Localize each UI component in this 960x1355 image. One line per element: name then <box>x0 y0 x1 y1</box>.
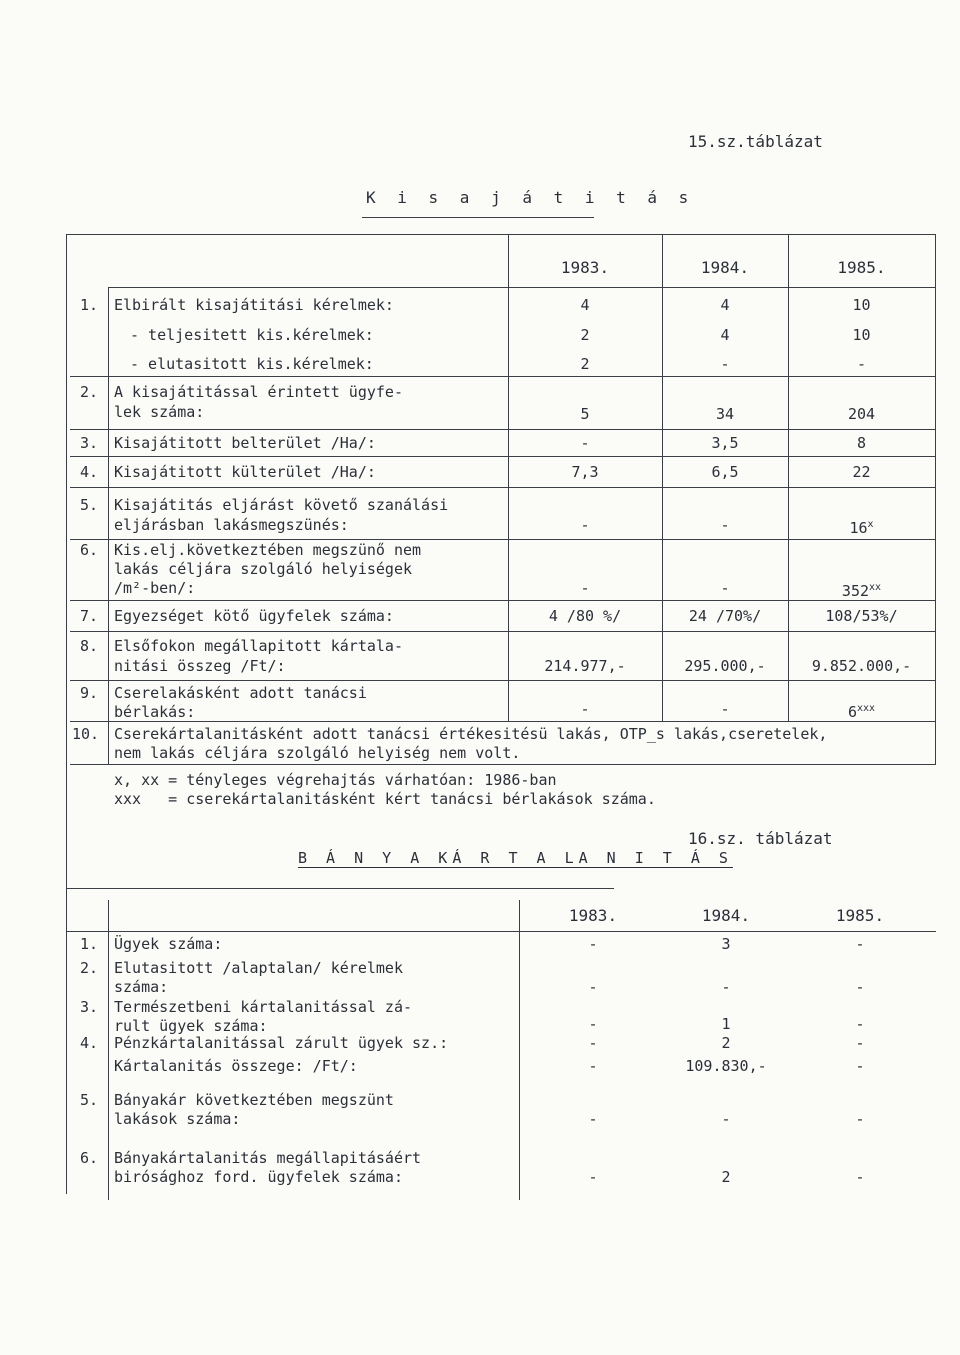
value-1983: 4 <box>580 296 590 314</box>
value-1984: 34 <box>715 405 735 423</box>
page-number: 15.sz.táblázat <box>688 132 823 151</box>
value-1984: 2 <box>721 1034 731 1052</box>
year-header: 1985. <box>835 906 885 925</box>
value-1985: - <box>855 1168 865 1186</box>
row-number: 6. <box>80 1149 99 1167</box>
value-1983: 5 <box>580 405 590 423</box>
row-number: 9. <box>80 684 99 702</box>
value-1983: 7,3 <box>571 463 599 481</box>
value-1985: 8 <box>856 434 867 452</box>
value-1985: 6$^{xxx}$ <box>847 703 876 721</box>
value-1985: 108/53%/ <box>825 607 898 625</box>
year-header: 1984. <box>701 906 751 925</box>
row-number: 10. <box>72 725 100 743</box>
value-1983: - <box>588 1168 598 1186</box>
row-number: 2. <box>80 383 99 401</box>
value-1984: - <box>720 700 730 718</box>
row-number: 1. <box>80 935 99 953</box>
value-1985: - <box>855 1034 865 1052</box>
row-number: 1. <box>80 296 99 314</box>
row-label: Pénzkártalanitással zárult ügyek sz.: <box>114 1034 449 1052</box>
row-number: 3. <box>80 998 99 1016</box>
value-1984: 295.000,- <box>684 657 766 675</box>
value-1983: 2 <box>580 326 590 344</box>
table2-title: B Á N Y A KÁ R T A LA N I T Á S <box>298 849 733 867</box>
row-label: Elsőfokon megállapitott kártala- <box>114 637 403 655</box>
row-label: lek száma: <box>114 403 205 421</box>
row-label: Kisajátitás eljárást követő szanálási <box>114 496 449 514</box>
value-1983: - <box>580 579 590 597</box>
year-header: 1983. <box>560 258 610 277</box>
row-label: Ügyek száma: <box>114 935 223 953</box>
row-label: - teljesitett kis.kérelmek: <box>130 326 374 344</box>
row-number: 2. <box>80 959 99 977</box>
value-1984: 24 /70%/ <box>688 607 762 625</box>
value-1984: - <box>720 579 730 597</box>
footnote: x, xx = tényleges végrehajtás várhatóan: 1986-ban <box>114 771 557 789</box>
row-label: nem lakás céljára szolgáló helyiség nem volt. <box>114 744 521 762</box>
row-label: - elutasitott kis.kérelmek: <box>130 355 374 373</box>
footnote: xxx = cserekártalanitásként kért tanácsi bérlakások száma. <box>114 790 656 808</box>
value-1984: 4 <box>720 296 730 314</box>
year-header: 1984. <box>700 258 750 277</box>
row-label: birósághoz ford. ügyfelek száma: <box>114 1168 403 1186</box>
row-label: eljárásban lakásmegszünés: <box>114 516 349 534</box>
value-1985: 16$^x$ <box>849 519 874 537</box>
row-label: Kártalanitás összege: /Ft/: <box>114 1057 358 1075</box>
year-header: 1985. <box>837 258 886 277</box>
value-1984: 6,5 <box>711 463 739 481</box>
value-1983: - <box>588 935 598 953</box>
value-1984: 4 <box>720 326 730 344</box>
value-1985: 204 <box>847 405 876 423</box>
value-1983: 2 <box>580 355 590 373</box>
value-1983: - <box>580 516 590 534</box>
value-1985: - <box>855 935 865 953</box>
page-number: 16.sz. táblázat <box>688 829 833 848</box>
row-label: /m²-ben/: <box>114 579 196 597</box>
row-label: Kisajátitott belterület /Ha/: <box>114 434 376 452</box>
value-1985: - <box>855 1015 865 1033</box>
value-1984: 2 <box>721 1168 731 1186</box>
value-1985: - <box>856 355 867 373</box>
row-label: A kisajátitással érintett ügyfe- <box>114 383 403 401</box>
row-label: Természetbeni kártalanitással zá- <box>114 998 413 1016</box>
row-number: 6. <box>80 541 99 559</box>
row-number: 4. <box>80 463 99 481</box>
row-label: Bányakártalanitás megállapitásáért <box>114 1149 422 1167</box>
row-number: 8. <box>80 637 99 655</box>
table1-title: K i s a j á t i t á s <box>366 188 695 207</box>
value-1983: - <box>588 1110 598 1128</box>
row-label: Elutasitott /alaptalan/ kérelmek <box>114 959 403 977</box>
row-label: Egyezséget kötő ügyfelek száma: <box>114 607 394 625</box>
row-number: 5. <box>80 496 99 514</box>
value-1983: - <box>588 1057 598 1075</box>
row-label: Elbirált kisajátitási kérelmek: <box>114 296 394 314</box>
footnote-mark: xx <box>869 582 882 593</box>
value-1984: - <box>721 978 731 996</box>
value-1985: 10 <box>852 296 871 314</box>
value-1984: - <box>721 1110 731 1128</box>
row-label: bérlakás: <box>114 703 196 721</box>
footnote-mark: xxx <box>856 703 876 714</box>
row-label: lakás céljára szolgáló helyiségek <box>114 560 413 578</box>
row-label: száma: <box>114 978 169 996</box>
row-label: lakások száma: <box>114 1110 241 1128</box>
row-number: 3. <box>80 434 99 452</box>
value-1985: - <box>855 978 865 996</box>
row-label: Bányakár következtében megszünt <box>114 1091 394 1109</box>
row-label: Cserelakásként adott tanácsi <box>114 684 367 702</box>
value-1983: 214.977,- <box>544 657 626 675</box>
value-1983: 4 /80 %/ <box>548 607 622 625</box>
footnote-mark: x <box>867 519 874 530</box>
row-label: rult ügyek száma: <box>114 1017 268 1035</box>
value-1983: - <box>580 434 590 452</box>
value-1984: 109.830,- <box>685 1057 767 1075</box>
value-1983: - <box>588 978 598 996</box>
value-1984: - <box>720 355 730 373</box>
value-1985: 352$^{xx}$ <box>841 582 882 600</box>
value-1984: 1 <box>721 1015 731 1033</box>
row-number: 4. <box>80 1034 99 1052</box>
row-label: nitási összeg /Ft/: <box>114 657 286 675</box>
value-1983: - <box>588 1034 598 1052</box>
value-1984: - <box>720 516 730 534</box>
value-1985: 9.852.000,- <box>811 657 912 675</box>
row-number: 5. <box>80 1091 99 1109</box>
value-1985: - <box>855 1057 865 1075</box>
row-label: Cserekártalanitásként adott tanácsi értékesitésü lakás, OTP_s lakás,cseretelek, <box>114 725 828 743</box>
row-number: 7. <box>80 607 99 625</box>
value-1985: 22 <box>852 463 871 481</box>
value-1984: 3 <box>721 935 731 953</box>
value-1983: - <box>588 1015 598 1033</box>
value-1985: - <box>855 1110 865 1128</box>
year-header: 1983. <box>568 906 618 925</box>
value-1984: 3,5 <box>711 434 739 452</box>
row-label: Kis.elj.következtében megszünő nem <box>114 541 422 559</box>
row-label: Kisajátitott külterület /Ha/: <box>114 463 376 481</box>
value-1985: 10 <box>852 326 871 344</box>
title-underline <box>362 217 594 218</box>
value-1983: - <box>580 700 590 718</box>
